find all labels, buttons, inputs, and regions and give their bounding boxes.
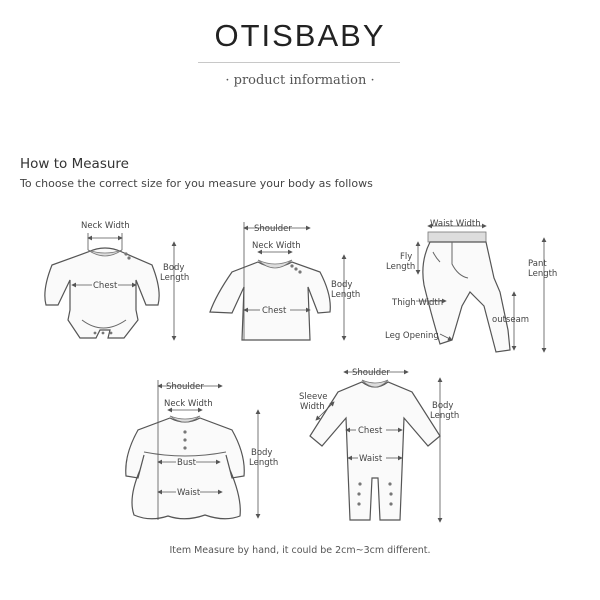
dress-neck-width-label: Neck Width (164, 399, 213, 409)
dress-bust-label: Bust (177, 458, 196, 468)
bodysuit-chest-label: Chest (93, 281, 118, 291)
how-to-measure-heading: How to Measure (20, 156, 129, 172)
romper-sleeve-width-label: Width (300, 402, 325, 412)
pants-leg-opening-label: Leg Opening (385, 331, 439, 341)
measurement-note: Item Measure by hand, it could be 2cm~3cm different. (169, 545, 431, 556)
pants-fly-length-label: Length (386, 262, 416, 272)
tshirt-neck-width-label: Neck Width (252, 241, 301, 251)
tshirt-length-label: Length (331, 290, 361, 300)
bodysuit-neck-width-label: Neck Width (81, 221, 130, 231)
bodysuit-outline (45, 248, 159, 338)
romper-shoulder-label: Shoulder (352, 368, 390, 378)
romper-diagram (299, 368, 459, 522)
how-to-measure-instructions: To choose the correct size for you measure your body as follows (20, 177, 373, 190)
pants-fly-label: Fly (400, 252, 413, 262)
pants-outseam-label: outseam (492, 315, 530, 325)
pants-diagram (385, 219, 557, 352)
pants-waistband (428, 232, 486, 242)
pants-thigh-width-label: Thigh Width (392, 298, 444, 308)
section-subtitle: · product information · (225, 73, 375, 88)
dress-diagram (126, 380, 279, 520)
pants-pant-label: Pant (528, 259, 547, 269)
dress-body-label: Body (251, 448, 273, 458)
tshirt-body-label: Body (331, 280, 353, 290)
tshirt-outline (210, 262, 330, 340)
romper-sleeve-label: Sleeve (299, 392, 328, 402)
romper-length-label: Length (430, 411, 460, 421)
romper-outline (310, 382, 440, 520)
tshirt-diagram (210, 222, 360, 340)
romper-waist-label: Waist (359, 454, 383, 464)
dress-waist-label: Waist (177, 488, 201, 498)
bodysuit-length-label: Length (160, 273, 190, 283)
bodysuit-diagram (45, 221, 189, 340)
tshirt-chest-label: Chest (262, 306, 287, 316)
pants-waist-width-label: Waist Width (430, 219, 481, 229)
romper-body-label: Body (432, 401, 454, 411)
brand-logo: OTISBABY (214, 18, 386, 53)
romper-chest-label: Chest (358, 426, 383, 436)
pants-pant-length-label: Length (528, 269, 558, 279)
bodysuit-body-label: Body (163, 263, 185, 273)
tshirt-shoulder-label: Shoulder (254, 224, 292, 234)
dress-shoulder-label: Shoulder (166, 382, 204, 392)
dress-length-label: Length (249, 458, 279, 468)
